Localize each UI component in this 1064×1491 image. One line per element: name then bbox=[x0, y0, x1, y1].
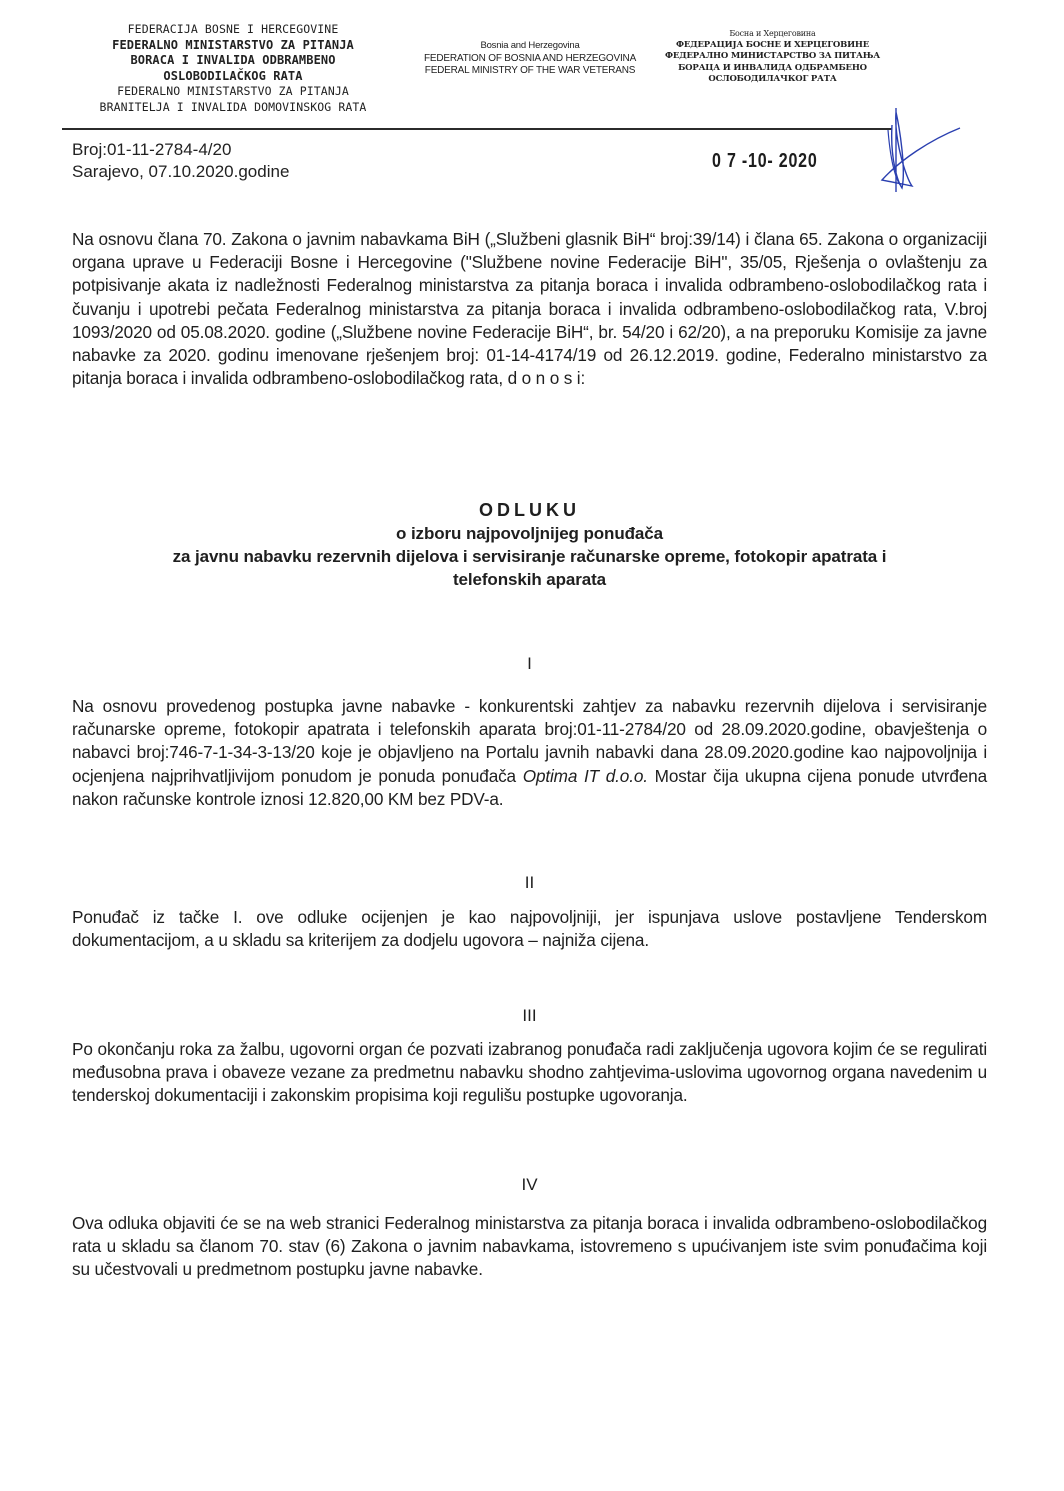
section-paragraph bbox=[72, 695, 987, 811]
bidder-name: Optima IT d.o.o. bbox=[522, 765, 648, 786]
decision-title bbox=[72, 498, 987, 591]
letterhead-line: Босна и Херцеговина bbox=[729, 29, 816, 38]
preamble-paragraph: Na osnovu člana 70. Zakona o javnim nabavkama BiH („Službeni glasnik BiH“ broj:39/14) i člana 65. Zakona o organizaciji organa uprave u Federaciji Bosne i Hercegovine ("Službene novine Federacije BiH", 35/05, Rješenja o ovlaštenju za potpisivanje akata iz nadležnosti Federalnog ministarstva za pitanja boraca i invalida odbrambeno-oslobodilačkog rata i čuvanju i upotrebi pečata Federalnog ministarstva za pitanja boraca i invalida odbrambeno-oslobodilačkog rata, V.broj 1093/2020 od 05.08.2020. godine („Službene novine Federacije BiH“, br. 54/20 i 62/20), a na preporuku Komisije za javne nabavke za 2020. godinu imenovane rješenjem broj: 01-14-4174/19 od 26.12.2019. godine, Federalno ministarstvo za pitanja boraca i invalida odbrambeno-oslobodilačkog rata, d o n o s i: bbox=[72, 229, 987, 389]
section-text: Na osnovu provedenog postupka javne nabavke - konkurentski zahtjev za nabavku rezervnih dijelova i servisiranje računarske opreme, fotokopir apatrata i telefonskih aparata broj:01-11-2784/20 od 28.09.2020.godine, obavještenja o nabavci broj:746-7-1-34-3-13/20 koje je objavljeno na Portalu javnih nabavki dana 28.09.2020.godine kao najpovoljnija i ocjenjena najprihvatljivijom ponudom je ponuda ponuđača bbox=[72, 696, 987, 786]
reference-block bbox=[72, 139, 289, 183]
received-date-stamp: 0 7 -10- 2020 bbox=[712, 150, 818, 172]
section-paragraph: Ova odluka objaviti će se na web stranici Federalnog ministarstva za pitanja boraca i invalida odbrambeno-oslobodilačkog rata u skladu sa članom 70. stav (6) Zakona o javnim nabavkama, istovremeno s upućivanjem iste svim ponuđačima koji su učestvovali u predmetnom postupku javne nabavke. bbox=[72, 1213, 987, 1280]
section-numeral: III bbox=[522, 1006, 537, 1025]
title-subtitle: za javnu nabavku rezervnih dijelova i servisiranje računarske opreme, fotokopir apatrata i bbox=[172, 547, 887, 566]
letterhead-english bbox=[405, 40, 655, 78]
reference-number: Broj:01-11-2784-4/20 bbox=[72, 140, 232, 159]
letterhead-line: БОРАЦА И ИНВАЛИДА ОДБРАМБЕНО bbox=[678, 62, 867, 73]
header-divider bbox=[62, 128, 892, 130]
letterhead-line: FEDERALNO MINISTARSTVO ZA PITANJA bbox=[117, 84, 349, 98]
section-numeral: I bbox=[527, 654, 532, 673]
letterhead-line: FEDERALNO MINISTARSTVO ZA PITANJA bbox=[112, 37, 354, 52]
letterhead-line: ОСЛОБОДИЛАЧКОГ РАТА bbox=[708, 74, 837, 84]
title-main: ODLUKU bbox=[479, 500, 580, 520]
letterhead-line: ФЕДЕРАЛНО МИНИСТАРСТВО ЗА ПИТАЊА bbox=[665, 51, 880, 61]
section-paragraph: Ponuđač iz tačke I. ove odluke ocijenjen je kao najpovoljniji, jer ispunjava uslove postavljene Tenderskom dokumentacijom, a u skladu sa kriterijem za dodjelu ugovora – najniža cijena. bbox=[72, 907, 987, 951]
letterhead-line: Bosnia and Herzegovina bbox=[480, 40, 580, 51]
section-numeral: IV bbox=[521, 1175, 538, 1194]
section-paragraph: Po okončanju roka za žalbu, ugovorni organ će pozvati izabranog ponuđača radi zaključenja ugovora kojim će se regulirati međusobna prava i obaveze vezane za predmetnu nabavku shodno zahtjevima-uslovima ugovornog organa navedenim u tenderskoj dokumentaciji i zakonskim propisima koji regulišu postupke ugovoranja. bbox=[72, 1039, 987, 1106]
signature-icon bbox=[860, 100, 970, 210]
letterhead-line: BRANITELJA I INVALIDA DOMOVINSKOG RATA bbox=[99, 99, 367, 114]
letterhead-line: BORACA I INVALIDA ODBRAMBENO bbox=[130, 53, 336, 67]
title-subtitle: o izboru najpovoljnijeg ponuđača bbox=[396, 524, 663, 543]
letterhead-cyrillic bbox=[645, 28, 900, 86]
letterhead-line: FEDERATION OF BOSNIA AND HERZEGOVINA bbox=[423, 52, 637, 64]
letterhead-local bbox=[68, 22, 398, 115]
letterhead-line: ФЕДЕРАЦИЈА БОСНЕ И ХЕРЦЕГОВИНЕ bbox=[675, 39, 870, 50]
place-date: Sarajevo, 07.10.2020.godine bbox=[72, 162, 290, 181]
letterhead-line: FEDERAL MINISTRY OF THE WAR VETERANS bbox=[424, 65, 636, 76]
letterhead-line: OSLOBODILAČKOG RATA bbox=[163, 68, 303, 83]
title-subtitle: telefonskih aparata bbox=[452, 570, 607, 589]
section-text: Mostar čija ukupna cijena ponude utvrđena nakon računske kontrole iznosi 12.820,00 KM bez PDV-a. bbox=[72, 765, 987, 809]
letterhead-line: FEDERACIJA BOSNE I HERCEGOVINE bbox=[127, 22, 339, 36]
section-numeral: II bbox=[524, 873, 535, 892]
